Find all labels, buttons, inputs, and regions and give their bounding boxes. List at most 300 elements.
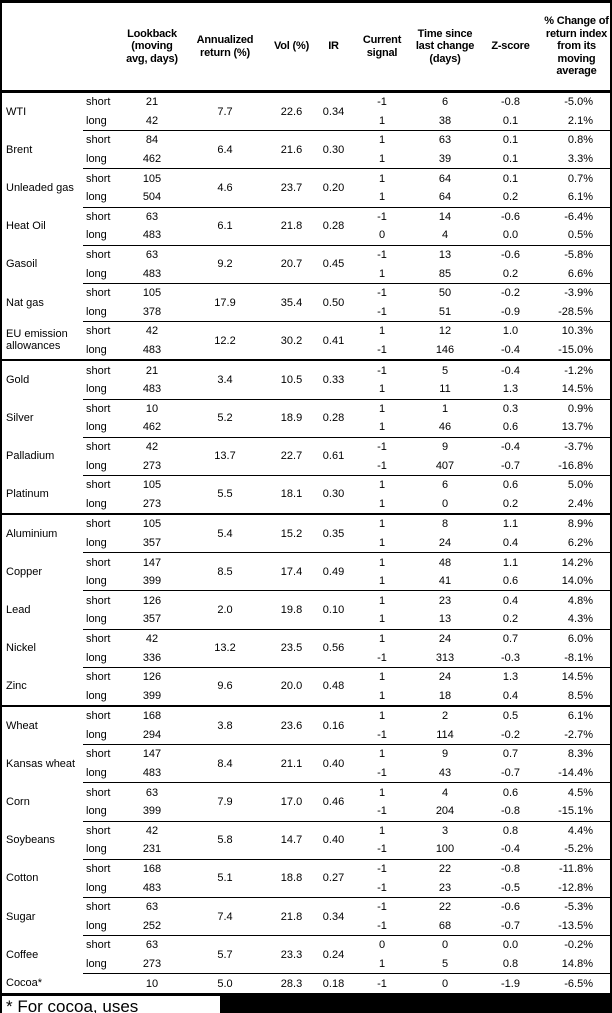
z-score-value: 0.6	[502, 421, 519, 434]
horizon-label: short	[83, 821, 122, 840]
annualized-return-value: 13.2	[182, 629, 268, 667]
horizon-label: long	[86, 383, 107, 396]
z-score-value: -0.4	[501, 843, 520, 856]
time-since-value: 9	[412, 745, 478, 764]
lookback-value: 63	[122, 936, 182, 955]
lookback-value: 273	[142, 459, 162, 472]
pct-change-value: 6.0%	[543, 629, 610, 648]
time-since-value: 12	[412, 322, 478, 341]
commodity-name: Sugar	[6, 910, 36, 923]
lookback-value: 483	[142, 267, 162, 280]
commodity-name: Aluminium	[2, 514, 83, 553]
time-since-value: 11	[439, 383, 451, 396]
time-since-value: 24	[412, 629, 478, 648]
ir-value: 0.10	[315, 591, 352, 629]
z-score-value: -0.7	[501, 767, 520, 780]
commodity-name: Nickel	[6, 642, 36, 655]
annualized-return-value: 7.9	[182, 783, 268, 821]
header-horizon	[83, 3, 122, 92]
vol-value: 22.6	[280, 105, 303, 118]
lookback-value: 462	[142, 153, 162, 166]
commodity-name: Zinc	[6, 680, 27, 693]
current-signal-value: 1	[378, 497, 386, 510]
horizon-label: long	[86, 191, 107, 204]
vol-value: 18.9	[268, 399, 315, 437]
horizon-label: short	[83, 283, 122, 302]
horizon-label: long	[86, 958, 107, 971]
time-since-value: 63	[412, 131, 478, 150]
annualized-return-value: 5.8	[182, 821, 268, 859]
lookback-value: 63	[122, 783, 182, 802]
ir-value: 0.46	[315, 783, 352, 821]
z-score-value: 0.0	[478, 936, 543, 955]
annualized-return-value: 5.1	[182, 859, 268, 897]
time-since-value: 6	[441, 96, 449, 109]
lookback-value: 399	[142, 689, 162, 702]
time-since-value: 48	[412, 553, 478, 572]
horizon-label: long	[86, 344, 107, 357]
z-score-value: -0.4	[478, 360, 543, 380]
current-signal-value: 1	[378, 689, 386, 702]
time-since-value: 39	[438, 153, 452, 166]
pct-change-value: 6.2%	[567, 536, 593, 549]
lookback-value: 336	[142, 651, 162, 664]
time-since-value: 64	[438, 191, 452, 204]
current-signal-value: 1	[378, 536, 386, 549]
commodity-name: Corn	[6, 795, 30, 808]
vol-value: 20.7	[268, 245, 315, 283]
time-since-value: 18	[438, 689, 452, 702]
horizon-label: long	[86, 305, 107, 318]
commodity-name: Gasoil	[6, 258, 38, 271]
current-signal-value: -1	[352, 283, 412, 302]
lookback-value: 63	[122, 207, 182, 226]
current-signal-value: -1	[377, 96, 387, 109]
commodity-name: Wheat	[2, 706, 83, 745]
lookback-value: 21	[122, 360, 182, 380]
ir-value: 0.27	[315, 859, 352, 897]
pct-change-value: 4.4%	[543, 821, 610, 840]
pct-change-value: 8.9%	[543, 514, 610, 534]
pct-change-value: 3.3%	[567, 153, 593, 166]
lookback-value: 63	[122, 245, 182, 264]
table-row	[2, 821, 610, 840]
lookback-value: 399	[142, 805, 162, 818]
horizon-label: short	[83, 245, 122, 264]
z-score-value: 0.4	[478, 591, 543, 610]
table-row	[2, 283, 610, 302]
commodity-name: Silver	[6, 412, 34, 425]
table-row	[2, 437, 610, 456]
time-since-value: 24	[438, 536, 452, 549]
current-signal-value: 1	[352, 399, 412, 418]
pct-change-value: -5.0%	[564, 96, 593, 109]
horizon-label: short	[83, 169, 122, 188]
time-since-value: 23	[412, 591, 478, 610]
current-signal-value: -1	[352, 897, 412, 916]
time-since-value: 13	[438, 613, 452, 626]
vol-value: 18.1	[268, 475, 315, 514]
horizon-label: long	[86, 536, 107, 549]
horizon-label: long	[86, 919, 107, 932]
lookback-value: 42	[122, 437, 182, 456]
vol-value: 22.7	[268, 437, 315, 475]
vol-value: 23.5	[268, 629, 315, 667]
annualized-return-value: 5.0	[182, 974, 268, 993]
lookback-value: 126	[122, 591, 182, 610]
current-signal-value: 1	[378, 267, 386, 280]
pct-change-value: 6.1%	[567, 191, 593, 204]
lookback-value: 42	[145, 114, 159, 127]
header-current-signal: Current signal	[352, 3, 412, 92]
z-score-value: 0.2	[502, 613, 519, 626]
ir-value: 0.24	[315, 936, 352, 974]
time-since-value: 146	[435, 344, 455, 357]
table-body	[2, 92, 610, 993]
horizon-label: short	[83, 897, 122, 916]
commodity-name: Kansas wheat	[6, 757, 76, 770]
time-since-value: 4	[412, 783, 478, 802]
annualized-return-value: 5.7	[182, 936, 268, 974]
current-signal-value: 1	[378, 421, 386, 434]
current-signal-value: 1	[352, 783, 412, 802]
horizon-label: short	[83, 514, 122, 534]
table-row	[2, 92, 610, 112]
vol-value: 21.8	[268, 897, 315, 935]
z-score-value: 1.3	[478, 667, 543, 686]
vol-value: 30.2	[268, 322, 315, 361]
ir-value: 0.61	[315, 437, 352, 475]
annualized-return-value: 2.0	[182, 591, 268, 629]
pct-change-value: 0.5%	[567, 229, 593, 242]
horizon-label	[83, 974, 122, 993]
z-score-value: -0.7	[501, 919, 520, 932]
vol-value: 15.2	[268, 514, 315, 553]
horizon-label: short	[83, 667, 122, 686]
redaction-bar	[220, 996, 610, 1013]
header-z-score: Z-score	[478, 3, 543, 92]
ir-value: 0.34	[315, 897, 352, 935]
time-since-value: 3	[412, 821, 478, 840]
vol-value: 17.4	[268, 553, 315, 591]
lookback-value: 357	[142, 613, 162, 626]
time-since-value: 5	[412, 360, 478, 380]
ir-value: 0.40	[315, 745, 352, 783]
table-row	[2, 514, 610, 534]
time-since-value: 0	[412, 974, 478, 993]
z-score-value: 0.2	[502, 497, 519, 510]
z-score-value: -0.8	[478, 859, 543, 878]
ir-value: 0.48	[315, 667, 352, 706]
z-score-value: -0.9	[501, 305, 520, 318]
table-row	[2, 553, 610, 572]
time-since-value: 85	[438, 267, 452, 280]
vol-value: 23.7	[268, 169, 315, 207]
lookback-value: 504	[142, 191, 162, 204]
current-signal-value: -1	[377, 728, 387, 741]
time-since-value: 41	[438, 575, 452, 588]
pct-change-value: -1.2%	[543, 360, 610, 380]
lookback-value: 42	[122, 821, 182, 840]
ir-value: 0.49	[315, 553, 352, 591]
commodity-signals-table	[2, 3, 610, 993]
pct-change-value: -14.4%	[558, 767, 593, 780]
annualized-return-value: 7.7	[217, 105, 233, 118]
z-score-value: 0.0	[502, 229, 519, 242]
current-signal-value: 1	[378, 191, 386, 204]
lookback-value: 105	[122, 475, 182, 494]
current-signal-value: 1	[378, 958, 386, 971]
lookback-value: 147	[122, 553, 182, 572]
horizon-label: long	[86, 267, 107, 280]
z-score-value: 0.4	[502, 689, 519, 702]
table-row	[2, 399, 610, 418]
commodity-name: Brent	[6, 143, 33, 156]
table-row	[2, 169, 610, 188]
commodity-name: Lead	[6, 604, 31, 617]
ir-value: 0.56	[315, 629, 352, 667]
time-since-value: 50	[412, 283, 478, 302]
annualized-return-value: 8.4	[182, 745, 268, 783]
table-row	[2, 207, 610, 226]
pct-change-value: -0.2%	[543, 936, 610, 955]
pct-change-value: -15.0%	[558, 344, 593, 357]
horizon-label: long	[86, 613, 107, 626]
horizon-label: long	[86, 421, 107, 434]
z-score-value: 0.2	[502, 267, 519, 280]
pct-change-value: -3.7%	[543, 437, 610, 456]
current-signal-value: -1	[377, 305, 387, 318]
horizon-label: short	[83, 399, 122, 418]
z-score-value: 0.1	[478, 131, 543, 150]
z-score-value: 0.6	[478, 475, 543, 494]
current-signal-value: -1	[377, 919, 387, 932]
time-since-value: 6	[412, 475, 478, 494]
current-signal-value: -1	[377, 881, 387, 894]
pct-change-value: -3.9%	[543, 283, 610, 302]
current-signal-value: 0	[378, 229, 386, 242]
time-since-value: 204	[435, 805, 455, 818]
time-since-value: 38	[438, 114, 452, 127]
pct-change-value: 14.5%	[543, 667, 610, 686]
time-since-value: 0	[412, 936, 478, 955]
table-row	[2, 706, 610, 726]
table-row	[2, 936, 610, 955]
ir-value: 0.30	[315, 475, 352, 514]
lookback-value: 10	[122, 974, 182, 993]
z-score-value: 0.5	[478, 706, 543, 726]
z-score-value: 0.2	[502, 191, 519, 204]
current-signal-value: -1	[352, 360, 412, 380]
commodity-name: Copper	[6, 565, 43, 578]
pct-change-value: 4.5%	[543, 783, 610, 802]
ir-value: 0.18	[315, 974, 352, 993]
footnote-text: * For cocoa, uses	[2, 996, 220, 1013]
header-pct-change: % Change of return index from its moving average	[543, 3, 610, 92]
ir-value: 0.34	[322, 105, 345, 118]
z-score-value: 0.6	[502, 575, 519, 588]
table-row	[2, 629, 610, 648]
footnote-strip	[2, 993, 610, 1013]
ir-value: 0.35	[315, 514, 352, 553]
time-since-value: 4	[441, 229, 449, 242]
time-since-value: 24	[412, 667, 478, 686]
pct-change-value: 6.6%	[567, 267, 593, 280]
annualized-return-value: 5.5	[182, 475, 268, 514]
time-since-value: 14	[412, 207, 478, 226]
annualized-return-value: 5.4	[182, 514, 268, 553]
annualized-return-value: 7.4	[182, 897, 268, 935]
pct-change-value: 5.0%	[543, 475, 610, 494]
z-score-value: 0.1	[502, 153, 519, 166]
lookback-value: 168	[122, 706, 182, 726]
time-since-value: 407	[435, 459, 455, 472]
current-signal-value: 1	[352, 629, 412, 648]
vol-value: 21.8	[268, 207, 315, 245]
vol-value: 18.8	[268, 859, 315, 897]
current-signal-value: 1	[352, 591, 412, 610]
commodity-name: EU emission allowances	[6, 328, 68, 353]
annualized-return-value: 8.5	[182, 553, 268, 591]
time-since-value: 68	[438, 919, 452, 932]
horizon-label: short	[83, 859, 122, 878]
ir-value: 0.41	[315, 322, 352, 361]
vol-value: 23.6	[268, 706, 315, 745]
pct-change-value: 13.7%	[561, 421, 593, 434]
current-signal-value: -1	[377, 843, 387, 856]
ir-value: 0.30	[315, 131, 352, 169]
z-score-value: -0.3	[501, 651, 520, 664]
pct-change-value: 0.8%	[543, 131, 610, 150]
vol-value: 21.1	[268, 745, 315, 783]
pct-change-value: -5.2%	[564, 843, 593, 856]
pct-change-value: -2.7%	[564, 728, 593, 741]
commodity-name: Nat gas	[6, 296, 44, 309]
horizon-label: short	[86, 96, 111, 109]
vol-value: 19.8	[268, 591, 315, 629]
time-since-value: 22	[412, 897, 478, 916]
horizon-label: short	[83, 553, 122, 572]
time-since-value: 5	[441, 958, 449, 971]
pct-change-value: -12.8%	[558, 881, 593, 894]
lookback-value: 357	[142, 536, 162, 549]
pct-change-value: 14.0%	[561, 575, 593, 588]
z-score-value: 0.6	[478, 783, 543, 802]
time-since-value: 100	[435, 843, 455, 856]
ir-value: 0.45	[315, 245, 352, 283]
horizon-label: long	[86, 881, 107, 894]
z-score-value: 0.7	[478, 629, 543, 648]
lookback-value: 105	[122, 169, 182, 188]
horizon-label: long	[86, 728, 107, 741]
vol-value: 17.0	[268, 783, 315, 821]
current-signal-value: -1	[352, 207, 412, 226]
current-signal-value: -1	[352, 859, 412, 878]
pct-change-value: -16.8%	[558, 459, 593, 472]
current-signal-value: -1	[377, 651, 387, 664]
z-score-value: -1.9	[478, 974, 543, 993]
time-since-value: 9	[412, 437, 478, 456]
current-signal-value: 1	[378, 613, 386, 626]
pct-change-value: 6.1%	[543, 706, 610, 726]
horizon-label: long	[86, 497, 107, 510]
pct-change-value: 2.1%	[567, 114, 593, 127]
z-score-value: 0.8	[502, 958, 519, 971]
lookback-value: 483	[142, 344, 162, 357]
z-score-value: 0.3	[478, 399, 543, 418]
lookback-value: 168	[122, 859, 182, 878]
annualized-return-value: 13.7	[182, 437, 268, 475]
z-score-value: 0.1	[502, 114, 519, 127]
z-score-value: -0.7	[501, 459, 520, 472]
lookback-value: 273	[142, 958, 162, 971]
horizon-label: short	[83, 783, 122, 802]
current-signal-value: -1	[352, 437, 412, 456]
horizon-label: short	[83, 706, 122, 726]
pct-change-value: -6.4%	[543, 207, 610, 226]
z-score-value: 0.7	[478, 745, 543, 764]
lookback-value: 42	[122, 322, 182, 341]
pct-change-value: 2.4%	[567, 497, 593, 510]
z-score-value: 0.1	[478, 169, 543, 188]
table-row	[2, 591, 610, 610]
table-row	[2, 859, 610, 878]
annualized-return-value: 3.4	[182, 360, 268, 399]
horizon-label: long	[86, 843, 107, 856]
z-score-value: -0.6	[478, 897, 543, 916]
commodity-name: Heat Oil	[6, 220, 46, 233]
vol-value: 10.5	[268, 360, 315, 399]
horizon-label: long	[86, 805, 107, 818]
table-row	[2, 667, 610, 686]
time-since-value: 23	[438, 881, 452, 894]
z-score-value: -0.4	[501, 344, 520, 357]
lookback-value: 294	[142, 728, 162, 741]
commodity-name: WTI	[6, 105, 27, 118]
header-time-since: Time since last change (days)	[412, 3, 478, 92]
pct-change-value: 14.2%	[543, 553, 610, 572]
table-row	[2, 783, 610, 802]
time-since-value: 114	[436, 728, 454, 741]
pct-change-value: -6.5%	[543, 974, 610, 993]
z-score-value: 0.8	[478, 821, 543, 840]
pct-change-value: 10.3%	[543, 322, 610, 341]
current-signal-value: 1	[352, 475, 412, 494]
commodity-name: Platinum	[6, 488, 49, 501]
current-signal-value: 0	[352, 936, 412, 955]
lookback-value: 10	[122, 399, 182, 418]
current-signal-value: 1	[352, 667, 412, 686]
lookback-value: 63	[122, 897, 182, 916]
annualized-return-value: 9.2	[182, 245, 268, 283]
ir-value: 0.16	[315, 706, 352, 745]
z-score-value: 1.0	[478, 322, 543, 341]
z-score-value: -0.2	[478, 283, 543, 302]
current-signal-value: 1	[352, 131, 412, 150]
current-signal-value: 1	[378, 114, 386, 127]
vol-value: 23.3	[268, 936, 315, 974]
current-signal-value: -1	[377, 344, 387, 357]
time-since-value: 2	[412, 706, 478, 726]
header-commodity	[2, 3, 83, 92]
pct-change-value: 4.8%	[543, 591, 610, 610]
vol-value: 20.0	[268, 667, 315, 706]
z-score-value: -0.2	[501, 728, 520, 741]
pct-change-value: 14.8%	[561, 958, 593, 971]
lookback-value: 483	[142, 229, 162, 242]
header-vol: Vol (%)	[268, 3, 315, 92]
z-score-value: 1.1	[478, 553, 543, 572]
